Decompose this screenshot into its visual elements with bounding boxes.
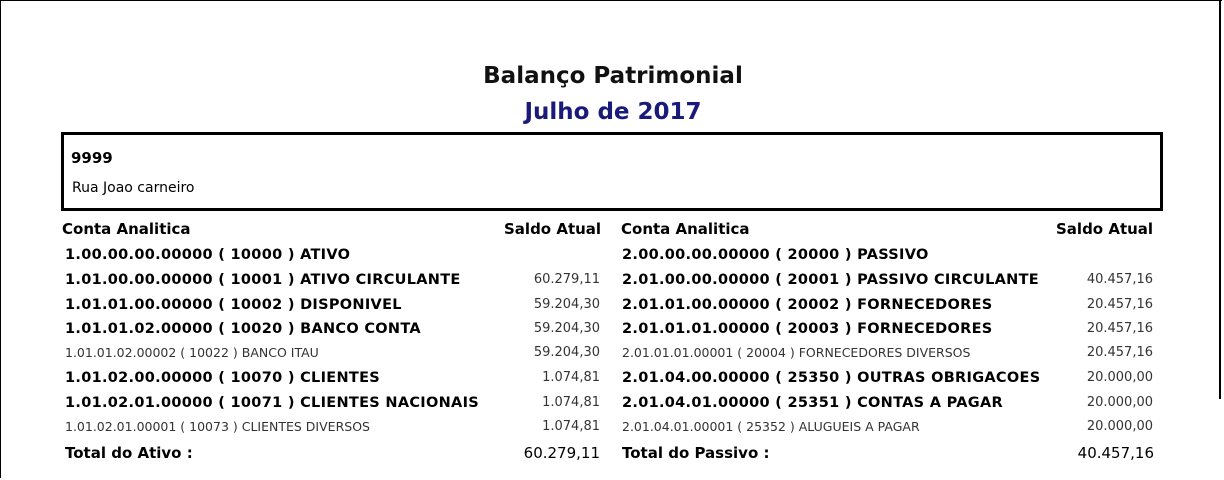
assets-balance-header: Saldo Atual [504, 220, 602, 238]
account-balance: 59.204,30 [533, 321, 600, 336]
account-balance: 20.457,16 [1086, 297, 1153, 312]
account-name: 2.01.04.00.00000 ( 25350 ) OUTRAS OBRIGACOES [622, 370, 1041, 386]
page-edge-rule [1219, 1, 1221, 399]
account-name: 2.01.00.00.00000 ( 20001 ) PASSIVO CIRCULANTE [622, 272, 1039, 288]
account-balance: 1.074,81 [542, 419, 600, 434]
account-balance: 59.204,30 [533, 297, 600, 312]
account-balance: 60.279,11 [533, 272, 600, 287]
account-balance: 1.074,81 [542, 370, 600, 385]
account-name: 2.01.01.01.00001 ( 20004 ) FORNECEDORES DIVERSOS [622, 345, 971, 360]
account-name: 1.00.00.00.00000 ( 10000 ) ATIVO [65, 247, 351, 263]
account-name: 2.01.01.00.00000 ( 20002 ) FORNECEDORES [622, 297, 993, 313]
assets-total-value: 60.279,11 [523, 444, 600, 462]
liabilities-balance-header: Saldo Atual [1056, 220, 1154, 238]
account-balance: 20.000,00 [1086, 395, 1153, 410]
account-name: 1.01.02.00.00000 ( 10070 ) CLIENTES [65, 370, 381, 386]
account-name: 1.01.00.00.00000 ( 10001 ) ATIVO CIRCULANTE [65, 272, 461, 288]
company-info-box [61, 132, 1163, 211]
account-name: 1.01.01.02.00002 ( 10022 ) BANCO ITAU [65, 345, 319, 360]
account-balance: 20.000,00 [1086, 419, 1153, 434]
assets-account-header: Conta Analitica [62, 220, 191, 238]
account-balance: 20.000,00 [1086, 370, 1153, 385]
account-balance: 59.204,30 [533, 345, 600, 360]
account-name: 1.01.01.00.00000 ( 10002 ) DISPONIVEL [65, 297, 402, 313]
liabilities-total-label: Total do Passivo : [622, 444, 770, 462]
report-title: Balanço Patrimonial [483, 63, 743, 89]
account-name: 2.01.04.01.00000 ( 25351 ) CONTAS A PAGAR [622, 395, 1003, 411]
account-balance: 1.074,81 [542, 395, 600, 410]
account-name: 2.01.01.01.00000 ( 20003 ) FORNECEDORES [622, 321, 993, 337]
report-period: Julho de 2017 [524, 99, 702, 125]
account-balance: 20.457,16 [1086, 321, 1153, 336]
account-balance: 40.457,16 [1086, 272, 1153, 287]
company-address: Rua Joao carneiro [72, 180, 195, 196]
account-name: 1.01.02.01.00000 ( 10071 ) CLIENTES NACIONAIS [65, 395, 480, 411]
account-name: 2.01.04.01.00001 ( 25352 ) ALUGUEIS A PAGAR [622, 419, 920, 434]
account-name: 1.01.02.01.00001 ( 10073 ) CLIENTES DIVERSOS [65, 419, 370, 434]
account-balance: 20.457,16 [1086, 345, 1153, 360]
company-code: 9999 [71, 149, 113, 167]
liabilities-account-header: Conta Analitica [621, 220, 750, 238]
liabilities-total-value: 40.457,16 [1077, 444, 1154, 462]
account-name: 2.00.00.00.00000 ( 20000 ) PASSIVO [622, 247, 929, 263]
assets-total-label: Total do Ativo : [65, 444, 193, 462]
account-name: 1.01.01.02.00000 ( 10020 ) BANCO CONTA [65, 321, 421, 337]
